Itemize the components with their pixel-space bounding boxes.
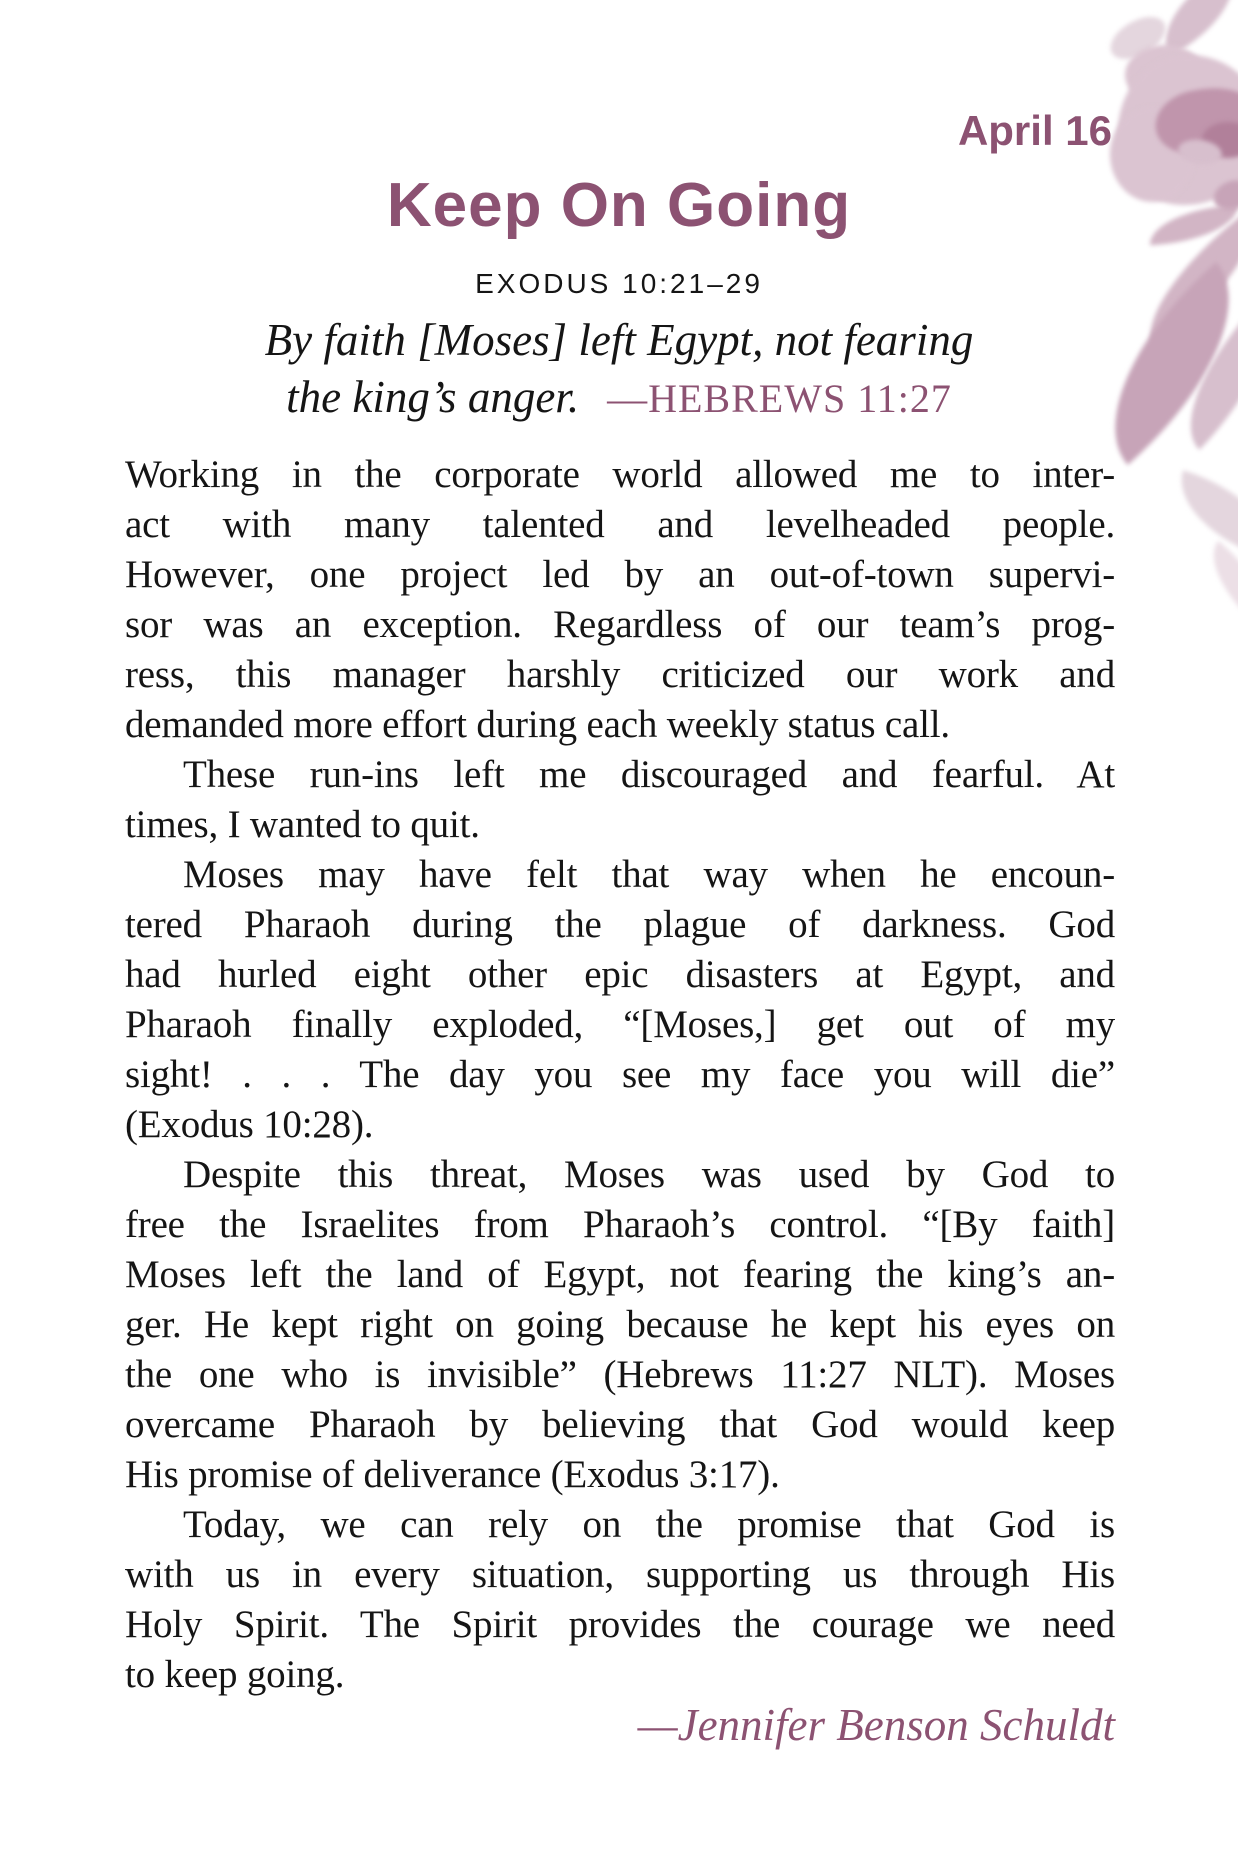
body-text-line: However, one project led by an out-of-town supervi- <box>125 553 1115 596</box>
body-paragraph <box>125 450 1115 750</box>
verse-reference: —HEBREWS 11:27 <box>607 376 952 421</box>
author-signature: —Jennifer Benson Schuldt <box>637 1700 1115 1750</box>
body-paragraph <box>125 1150 1115 1500</box>
body-paragraph <box>125 1500 1115 1700</box>
body-text-line: Moses may have felt that way when he encoun- <box>183 853 1115 896</box>
date-label: April 16 <box>957 107 1112 154</box>
body-text-line: ger. He kept right on going because he kept his eyes on <box>125 1303 1115 1346</box>
body-text-line: with us in every situation, supporting us through His <box>125 1553 1115 1596</box>
scripture-passage-reference: EXODUS 10:21–29 <box>475 268 763 299</box>
verse-quote-line: By faith [Moses] left Egypt, not fearing <box>264 315 974 365</box>
body-text-line: His promise of deliverance (Exodus 3:17). <box>125 1453 780 1496</box>
body-text-line: the one who is invisible” (Hebrews 11:27 NLT). Moses <box>125 1353 1115 1396</box>
body-text-line: (Exodus 10:28). <box>125 1103 374 1146</box>
flower-leaf-icon <box>1166 470 1238 560</box>
body-text-line: Working in the corporate world allowed me to inter- <box>125 453 1115 496</box>
verse-quote-line <box>0 369 1238 427</box>
body-text-line: sor was an exception. Regardless of our team’s prog- <box>125 603 1115 646</box>
body-text-line: Moses left the land of Egypt, not fearing the king’s an- <box>125 1253 1115 1296</box>
body-paragraph <box>125 850 1115 1150</box>
body-text-line: demanded more effort during each weekly status call. <box>125 703 950 746</box>
body-text-line: Despite this threat, Moses was used by God to <box>183 1153 1115 1196</box>
body-text-line: free the Israelites from Pharaoh’s control. “[By faith] <box>125 1203 1115 1246</box>
verse-quote <box>0 312 1238 427</box>
body-text-line: Holy Spirit. The Spirit provides the courage we need <box>125 1603 1115 1646</box>
body-text-line: had hurled eight other epic disasters at Egypt, and <box>125 953 1115 996</box>
body-text-line: overcame Pharaoh by believing that God would keep <box>125 1403 1115 1446</box>
body-text-line: act with many talented and levelheaded people. <box>125 503 1115 546</box>
body-paragraph <box>125 750 1115 850</box>
body-text-line: Pharaoh finally exploded, “[Moses,] get out of my <box>125 1003 1115 1046</box>
devotional-body <box>125 450 1115 1700</box>
page-title: Keep On Going <box>386 171 852 240</box>
flower-leaf-icon <box>1193 541 1238 629</box>
verse-quote-text: the king’s anger. <box>286 372 580 422</box>
body-text-line: These run-ins left me discouraged and fearful. At <box>183 753 1115 796</box>
body-text-line: to keep going. <box>125 1653 345 1696</box>
body-text-line: tered Pharaoh during the plague of darkness. God <box>125 903 1115 946</box>
body-text-line: sight! . . . The day you see my face you will die” <box>125 1053 1115 1096</box>
body-text-line: times, I wanted to quit. <box>125 803 480 846</box>
body-text-line: Today, we can rely on the promise that God is <box>183 1503 1115 1546</box>
body-text-line: ress, this manager harshly criticized our work and <box>125 653 1115 696</box>
